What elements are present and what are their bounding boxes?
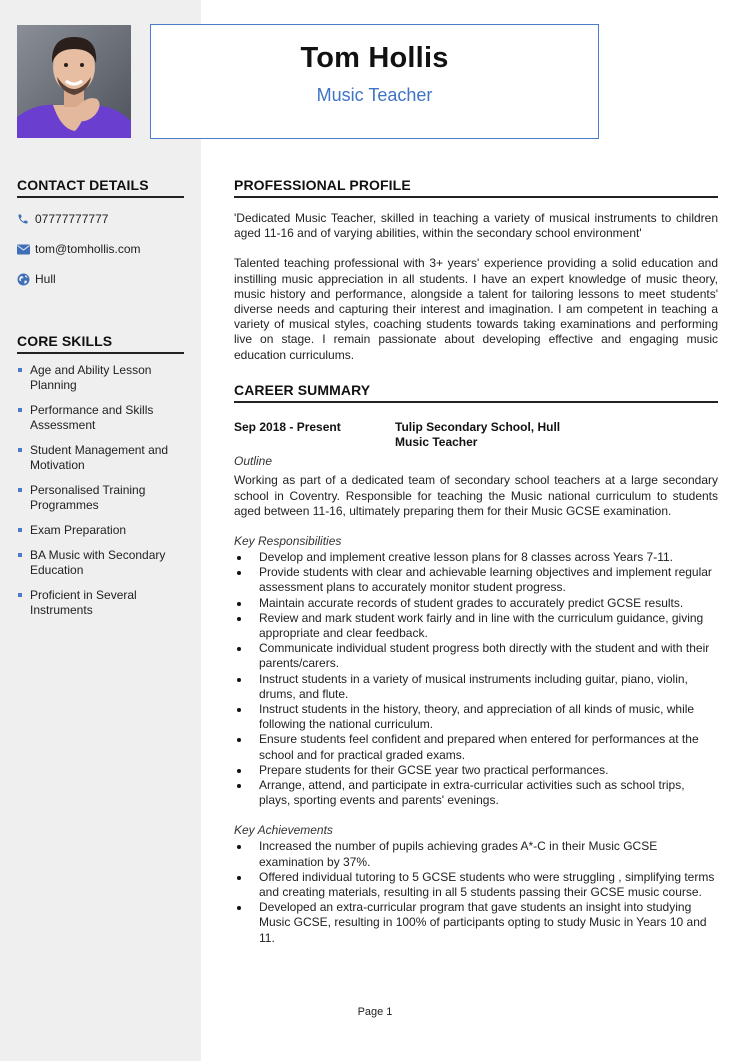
responsibility-item: Prepare students for their GCSE year two practical performances.	[234, 763, 718, 778]
achievements-label: Key Achievements	[234, 823, 333, 838]
outline-text: Working as part of a dedicated team of secondary school teachers at a large secondary school in Coventry. Responsible for teaching the Music national curriculum to students aged between 11-16, ultimately preparing them for their Music GCSE examination.	[234, 473, 718, 518]
skill-item: Age and Ability Lesson Planning	[17, 363, 187, 393]
responsibility-item: Ensure students feel confident and prepared when entered for performances at the school and for practical graded exams.	[234, 732, 718, 762]
profile-photo	[17, 25, 131, 138]
achievement-item: Increased the number of pupils achieving grades A*-C in their Music GCSE examination by 37%.	[234, 839, 718, 869]
skill-item: Personalised Training Programmes	[17, 483, 187, 513]
globe-icon	[17, 273, 35, 286]
candidate-name: Tom Hollis	[300, 42, 449, 74]
achievements-list	[234, 839, 718, 945]
skill-item: Exam Preparation	[17, 523, 187, 538]
skill-item: Student Management and Motivation	[17, 443, 187, 473]
contact-email	[17, 242, 197, 256]
outline-label: Outline	[234, 454, 273, 469]
contact-phone	[17, 212, 197, 226]
contact-location	[17, 272, 197, 286]
job-employer-block	[395, 420, 560, 450]
responsibility-item: Instruct students in the history, theory, and appreciation of all kinds of music, while following the national curriculum.	[234, 702, 718, 732]
career-section	[234, 382, 718, 946]
phone-text: 07777777777	[35, 212, 109, 226]
responsibility-item: Develop and implement creative lesson plans for 8 classes across Years 7-11.	[234, 550, 718, 565]
skill-item: BA Music with Secondary Education	[17, 548, 187, 578]
responsibility-item: Review and mark student work fairly and in line with the curriculum guidance, giving appropriate and clear feedback.	[234, 611, 718, 641]
career-heading: CAREER SUMMARY	[234, 382, 718, 403]
skills-list	[17, 363, 187, 628]
responsibility-item: Maintain accurate records of student grades to accurately predict GCSE results.	[234, 596, 718, 611]
page-number: Page 1	[357, 1006, 393, 1018]
skill-item: Proficient in Several Instruments	[17, 588, 187, 618]
candidate-title: Music Teacher	[316, 85, 433, 105]
phone-icon	[17, 213, 35, 225]
job-role: Music Teacher	[395, 435, 478, 450]
profile-section	[234, 177, 718, 363]
responsibilities-list	[234, 550, 718, 808]
profile-body: Talented teaching professional with 3+ years' experience providing a solid education and instilling music appreciation in all students. I have an expert knowledge of music theory, music history and performance, alongside a talent for tailoring lessons to meet students' diverse needs and capturing their interest and imagination. I am competent in teaching a variety of musical styles, coaching students towards taking examinations and performing live on stage. I remain passionate about developing effective and engaging music education curriculums.	[234, 256, 718, 362]
profile-heading: PROFESSIONAL PROFILE	[234, 177, 718, 198]
profile-quote: 'Dedicated Music Teacher, skilled in teaching a variety of musical instruments to children aged 11-16 and of varying abilities, within the secondary school environment'	[234, 211, 718, 241]
job-dates: Sep 2018 - Present	[234, 420, 341, 434]
responsibility-item: Provide students with clear and achievable learning objectives and implement regular assessment plans to accurately monitor student progress.	[234, 565, 718, 595]
responsibility-item: Arrange, attend, and participate in extra-curricular activities such as school trips, plays, sporting events and parents' evenings.	[234, 778, 718, 808]
location-text: Hull	[35, 272, 56, 286]
job-employer: Tulip Secondary School, Hull	[395, 420, 561, 434]
contact-heading: CONTACT DETAILS	[17, 177, 184, 198]
achievement-item: Developed an extra-curricular program that gave students an insight into studying Music GCSE, resulting in 100% of participants opting to study Music in Years 10 and 11.	[234, 900, 718, 946]
skill-item: Performance and Skills Assessment	[17, 403, 187, 433]
responsibility-item: Communicate individual student progress both directly with the student and with their parents/carers.	[234, 641, 718, 671]
email-text[interactable]: tom@tomhollis.com	[35, 242, 141, 256]
envelope-icon	[17, 244, 35, 255]
job-header	[234, 420, 718, 450]
skills-heading: CORE SKILLS	[17, 333, 184, 354]
responsibilities-label: Key Responsibilities	[234, 534, 342, 549]
responsibility-item: Instruct students in a variety of musical instruments including guitar, piano, violin, drums, and flute.	[234, 672, 718, 702]
achievement-item: Offered individual tutoring to 5 GCSE students who were struggling , simplifying terms and creating materials, resulting in all 5 students passing their GCSE music course.	[234, 870, 718, 900]
name-banner	[150, 24, 599, 139]
